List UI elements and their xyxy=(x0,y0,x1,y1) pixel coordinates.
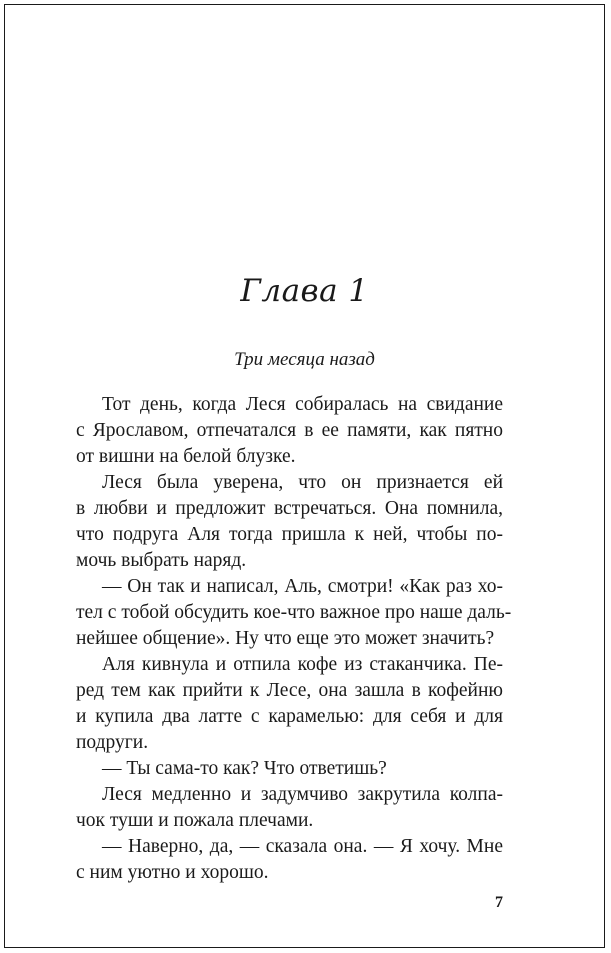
text-line: в любви и предложит встречаться. Она помнила, xyxy=(76,498,503,519)
text-line: — Наверно, да, — сказала она. — Я хочу. Мне xyxy=(102,836,503,857)
text-line: что подруга Аля тогда пришла к ней, чтобы по- xyxy=(76,524,503,545)
text-line: ред тем как прийти к Лесе, она зашла в кофейню xyxy=(76,680,503,701)
text-line: Тот день, когда Леся собиралась на свидание xyxy=(102,394,503,415)
text-line: нейшее общение». Ну что еще это может значить? xyxy=(76,628,495,649)
text-line: и купила два латте с карамелью: для себя и для xyxy=(76,706,503,727)
text-line: тел с тобой обсудить кое-что важное про наше даль- xyxy=(76,602,512,623)
chapter-title: Глава 1 xyxy=(240,273,369,309)
book-page xyxy=(4,4,605,948)
text-line: с ним уютно и хорошо. xyxy=(76,862,269,883)
chapter-subtitle: Три месяца назад xyxy=(234,349,375,370)
text-line: Аля кивнула и отпила кофе из стаканчика. Пе- xyxy=(102,654,503,675)
text-line: Леся медленно и задумчиво закрутила колпа- xyxy=(102,784,503,805)
text-line: подруги. xyxy=(76,732,149,753)
text-line: мочь выбрать наряд. xyxy=(76,550,247,571)
text-line: чок туши и пожала плечами. xyxy=(76,810,314,831)
text-line: от вишни на белой блузке. xyxy=(76,446,296,467)
text-line: с Ярославом, отпечатался в ее памяти, как пятно xyxy=(76,420,503,441)
text-line: — Ты сама-то как? Что ответишь? xyxy=(102,758,387,779)
text-line: Леся была уверена, что он признается ей xyxy=(102,472,503,493)
text-line: — Он так и написал, Аль, смотри! «Как раз хо- xyxy=(102,576,503,597)
page-number: 7 xyxy=(495,894,503,911)
